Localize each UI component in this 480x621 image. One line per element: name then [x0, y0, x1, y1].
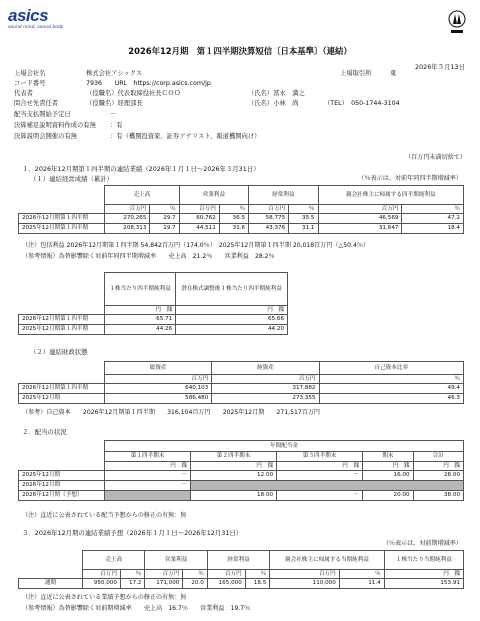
- cell: 43,376: [249, 224, 289, 234]
- unit-cell: 百万円: [105, 205, 150, 214]
- section3-heading: ２．配当の状況: [22, 428, 67, 436]
- col-header-sales: 売上高: [83, 551, 145, 570]
- row-label: 2025年12月期第１四半期: [19, 325, 105, 335]
- cell: 153.91: [384, 579, 463, 589]
- table-row: [19, 325, 288, 335]
- row-label: 2025年12月期: [19, 394, 105, 404]
- col-header-ordinary-income: 経常利益: [249, 186, 318, 205]
- section2-subheading: （２）連結財政状態: [30, 348, 88, 356]
- unit-cell: 百万円: [249, 205, 289, 214]
- cell: 171,000: [145, 579, 183, 589]
- col-header-op-income: 営業利益: [145, 551, 207, 570]
- financial-position-table: [18, 361, 464, 404]
- info-label-5: 決算補足説明資料作成の有無: [14, 122, 96, 129]
- col-header-ordinary-income: 経常利益: [207, 551, 269, 570]
- unit-cell: ％: [183, 570, 208, 579]
- report-date: 2026年５月13日: [415, 63, 465, 71]
- forecast-revision-note: （注）直近に公表されている業績予想からの修正の有無：無: [22, 594, 187, 601]
- table-row: [19, 481, 464, 491]
- row-label: 2026年12月期第１四半期: [19, 315, 105, 325]
- cell: 35.5: [289, 214, 318, 224]
- cell: 17.2: [120, 579, 145, 589]
- unit-cell: ％: [319, 375, 463, 384]
- cell: －: [277, 471, 363, 481]
- info-value-3: （役職名）経理部長: [86, 100, 143, 107]
- unit-cell: ％: [245, 570, 270, 579]
- section1-heading: １．2026年12月期第１四半期の連結業績（2026年１月１日～2026年３月31日）: [22, 165, 260, 173]
- cell: 44.20: [176, 325, 288, 335]
- cell: 270,265: [105, 214, 150, 224]
- info-label-2: 代表者: [14, 90, 33, 97]
- forecast-fx-note: （参考情報）為替影響除く対前期増減率 売上高 16.7％ 営業利益 19.7％: [22, 605, 251, 612]
- cell: 16.00: [363, 471, 413, 481]
- cell: 31,647: [318, 224, 402, 234]
- cell: 44.26: [105, 325, 176, 335]
- cell: －: [105, 481, 191, 491]
- cell: 12.00: [191, 471, 277, 481]
- cell: 47.2: [402, 214, 464, 224]
- cell: 950,000: [83, 579, 121, 589]
- dividend-table: [18, 440, 464, 501]
- table-row: [19, 214, 464, 224]
- table-row: [19, 224, 464, 234]
- info-label-4: 配当支払開始予定日: [14, 111, 71, 118]
- table-row: [19, 471, 464, 481]
- col-header-equity-ratio: 自己資本比率: [319, 362, 463, 375]
- table-row: [19, 394, 464, 404]
- cell: 20.0: [183, 579, 208, 589]
- info-value-4: －: [110, 111, 117, 118]
- cell: 49.4: [319, 384, 463, 394]
- info-label2-2: （氏名）冨永 満之: [248, 90, 305, 97]
- col-header-q2: 第２四半期末: [191, 452, 277, 462]
- info-label2-3: （氏名）小林 尚: [248, 100, 299, 107]
- cell: 18.5: [245, 579, 270, 589]
- row-label: 2026年12月期第１四半期: [19, 384, 105, 394]
- cell: 65.66: [176, 315, 288, 325]
- stripes-brand-icon: [448, 10, 466, 36]
- unit-cell: ％: [219, 205, 248, 214]
- cell: 65.71: [105, 315, 176, 325]
- row-label: 2025年12月期: [19, 471, 105, 481]
- equity-reference-note: （参考）自己資本 2026年12月期第１四半期 316,104百万円 2025年12月期 271,517百万円: [22, 409, 321, 416]
- col-header-total: 合計: [413, 452, 463, 462]
- cell: 18.00: [191, 491, 277, 501]
- info-value-0: 株式会社アシックス: [86, 70, 143, 77]
- unit-cell: ％: [339, 570, 384, 579]
- info-value-6: ：有（機関投資家、証券アナリスト、報道機関向け）: [110, 133, 261, 140]
- unit-cell: 円 銭: [277, 462, 363, 471]
- row-label: 通期: [19, 579, 83, 589]
- section4-heading: ３．2026年12月期の連結業績予想（2026年１月１日～2026年12月31日）: [22, 529, 243, 537]
- cell: 640,103: [105, 384, 212, 394]
- cell: 29.7: [150, 214, 179, 224]
- cell: －: [277, 491, 363, 501]
- unit-note: （百万円未満切捨て）: [405, 154, 466, 161]
- unit-cell: ％: [402, 205, 464, 214]
- table-row: [19, 384, 464, 394]
- cell: 60,762: [179, 214, 219, 224]
- info-value2-0: 東: [390, 70, 397, 77]
- cell: 19.7: [150, 224, 179, 234]
- col-header-op-income: 営業利益: [179, 186, 248, 205]
- results-table: [18, 185, 464, 234]
- unit-cell: 円 銭: [176, 306, 288, 315]
- col-header-net-income: 親会社株主に帰属する当期純利益: [270, 551, 384, 570]
- col-header-total-assets: 総資産: [105, 362, 212, 375]
- logo-wordmark: asics: [8, 6, 49, 25]
- col-group-annual-dividend: 年間配当金: [105, 441, 464, 452]
- cell: 208,313: [105, 224, 150, 234]
- cell: 44,511: [179, 224, 219, 234]
- cell: 11.4: [339, 579, 384, 589]
- cell: 317,882: [212, 384, 319, 394]
- col-header-q3: 第３四半期末: [277, 452, 363, 462]
- col-header-q1: 第１四半期末: [105, 452, 191, 462]
- unit-cell: ％: [289, 205, 318, 214]
- table-row: [19, 315, 288, 325]
- cell: 165,000: [207, 579, 245, 589]
- info-label-1: コード番号: [14, 80, 46, 87]
- comprehensive-income-note: （注）包括利益 2026年12月期第１四半期 54,842百万円（174.0％） 2025年12月期第１四半期 20,018百万円（△50.4％）: [22, 242, 370, 249]
- unit-cell: 百万円: [270, 570, 340, 579]
- unit-cell: 百万円: [207, 570, 245, 579]
- info-label2-0: 上場取引所: [340, 70, 372, 77]
- col-header-net-income: 親会社株主に帰属する四半期純利益: [318, 186, 464, 205]
- row-label: 2026年12月期（予想）: [19, 491, 105, 501]
- col-header-net-assets: 純資産: [212, 362, 319, 375]
- info-label-6: 決算説明会開催の有無: [14, 133, 77, 140]
- dividend-revision-note: （注）直近に公表されている配当予想からの修正の有無：無: [22, 512, 187, 519]
- cell: 18.4: [402, 224, 464, 234]
- unit-cell: ％: [120, 570, 145, 579]
- table-row: [19, 491, 464, 501]
- table-row: [19, 579, 464, 589]
- cell: 46,569: [318, 214, 402, 224]
- info-value-2: （役職名）代表取締役社長ＣＯＯ: [86, 90, 181, 97]
- page-title: 2026年12月期 第１四半期決算短信〔日本基準〕（連結）: [128, 46, 352, 56]
- cell: 31.1: [289, 224, 318, 234]
- unit-cell: 百万円: [318, 205, 402, 214]
- unit-cell: 百万円: [105, 375, 212, 384]
- col-header-diluted-eps: 潜在株式調整後１株当たり四半期純利益: [176, 273, 288, 306]
- cell: 20.00: [363, 491, 413, 501]
- unit-cell: 円 銭: [191, 462, 277, 471]
- row-label: 2026年12月期第１四半期: [19, 214, 105, 224]
- col-header-year-end: 期末: [363, 452, 413, 462]
- unit-cell: 百万円: [145, 570, 183, 579]
- cell: 36.5: [219, 214, 248, 224]
- cell: 58,775: [249, 214, 289, 224]
- row-label: 2025年12月期第１四半期: [19, 224, 105, 234]
- cell: －: [105, 471, 191, 481]
- section1-pct-note: （％表示は、対前年同四半期増減率）: [358, 175, 462, 182]
- unit-cell: 百万円: [83, 570, 121, 579]
- unit-cell: ％: [150, 205, 179, 214]
- logo-tagline: sound mind, sound body: [8, 25, 64, 30]
- cell: 28.00: [413, 471, 463, 481]
- info-label-3: 問合せ先責任者: [14, 100, 59, 107]
- info-value2-3: （TEL） 050-1744-3104: [324, 100, 400, 107]
- unit-cell: 円 銭: [105, 306, 176, 315]
- info-value-1: 7936 URL https://corp.asics.com/jp: [86, 80, 211, 87]
- unit-cell: 円 銭: [105, 462, 191, 471]
- cell: 586,480: [105, 394, 212, 404]
- col-header-sales: 売上高: [105, 186, 180, 205]
- info-label-0: 上場会社名: [14, 70, 46, 77]
- cell: 110,000: [270, 579, 340, 589]
- section4-pct-note: （％表示は、対前期増減率）: [382, 540, 462, 547]
- fx-reference-note: （参考情報）為替影響除く対前年同四半期増減率 売上高 21.2％ 営業利益 28.2％: [22, 253, 275, 260]
- forecast-table: [18, 550, 464, 589]
- cell: 46.3: [319, 394, 463, 404]
- cell: 273,355: [212, 394, 319, 404]
- col-header-eps: １株当たり当期純利益: [384, 551, 463, 570]
- company-logo: [8, 7, 68, 31]
- row-label: 2026年12月期: [19, 481, 105, 491]
- unit-cell: 円 銭: [363, 462, 413, 471]
- unit-cell: 円 銭: [384, 570, 463, 579]
- unit-cell: 円 銭: [413, 462, 463, 471]
- eps-table: [18, 272, 288, 335]
- unit-cell: 百万円: [179, 205, 219, 214]
- shaded-cell: [105, 491, 191, 501]
- shaded-cell: [191, 481, 464, 491]
- info-value-5: ：有: [110, 122, 123, 129]
- cell: 31.6: [219, 224, 248, 234]
- unit-cell: 百万円: [212, 375, 319, 384]
- cell: 38.00: [413, 491, 463, 501]
- col-header-eps: １株当たり四半期純利益: [105, 273, 176, 306]
- section1-subheading: （１）連結経営成績（累計）: [30, 175, 114, 183]
